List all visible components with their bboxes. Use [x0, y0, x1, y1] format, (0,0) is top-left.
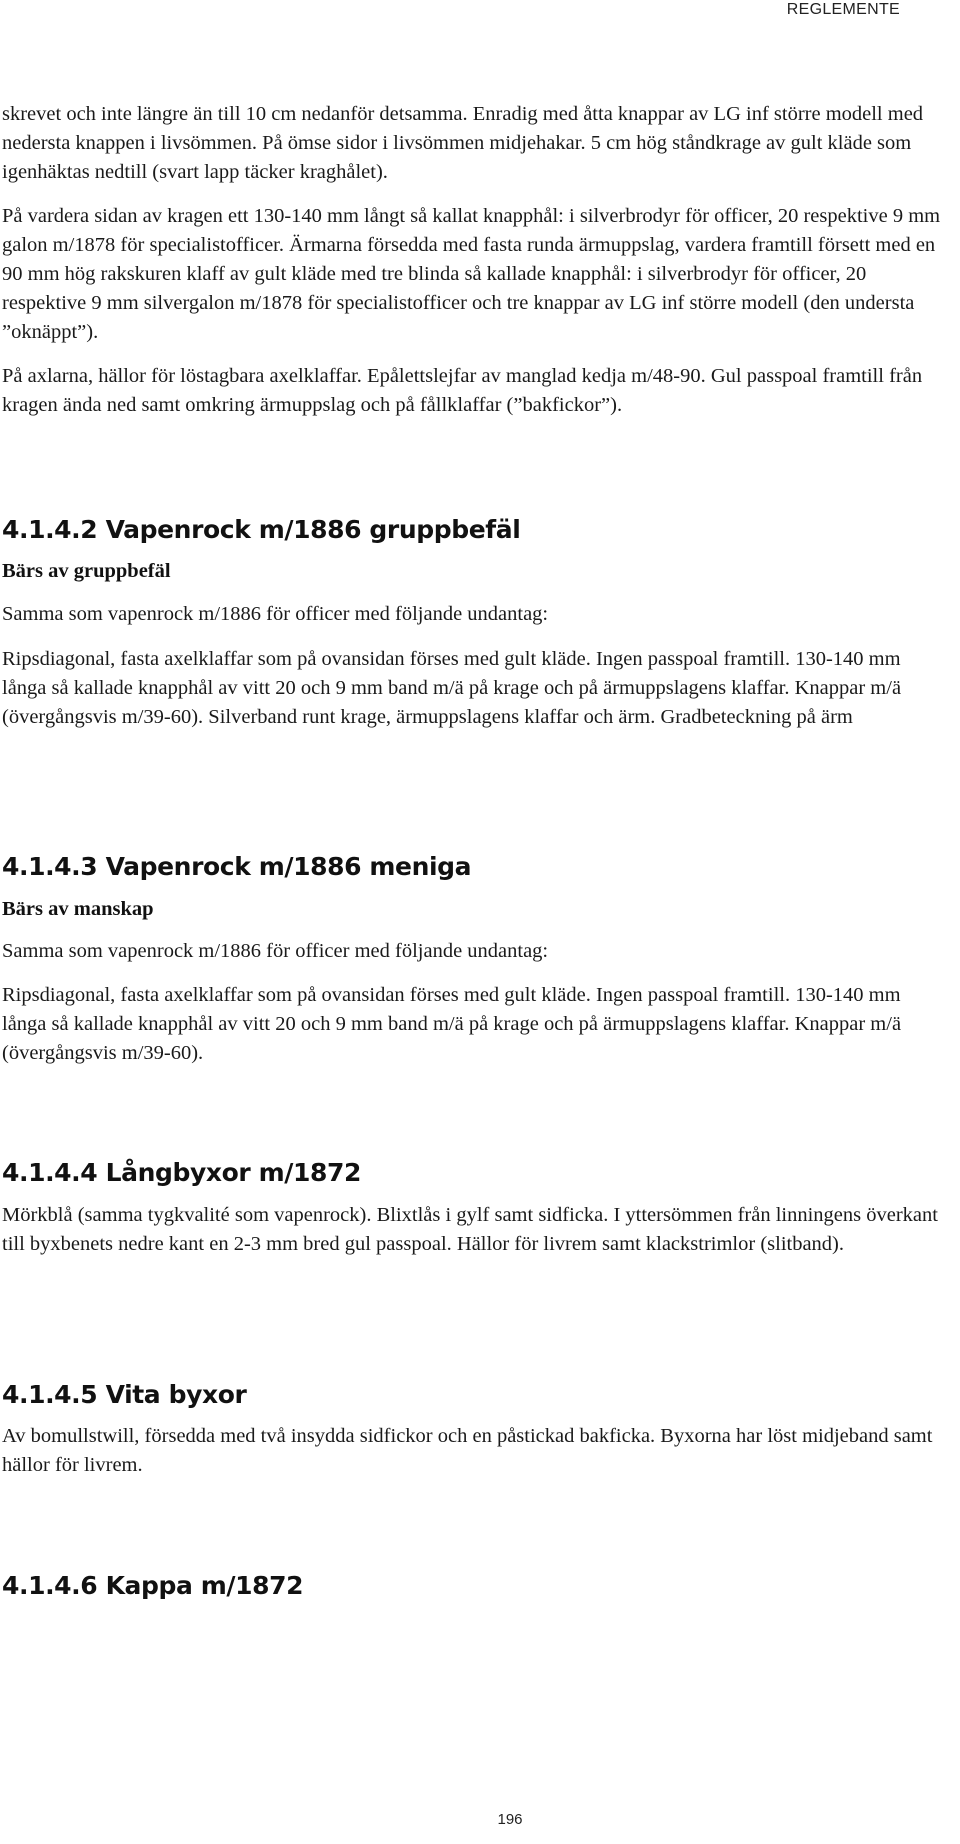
page-number: 196 [497, 1811, 523, 1828]
intro-paragraph-3: På axlarna, hällor för löstagbara axelklaffar. Epålettslejfar av manglad kedja m/48-90. Gul passpoal framtill från kragen ända ned samt omkring ärmuppslag och på fållklaffar (”bakfickor”). [2, 365, 923, 416]
section-heading-4-1-4-3: 4.1.4.3 Vapenrock m/1886 meniga [2, 852, 472, 881]
section-heading-4-1-4-5: 4.1.4.5 Vita byxor [2, 1380, 247, 1409]
section-4-1-4-3-paragraph-2: Ripsdiagonal, fasta axelklaffar som på ovansidan förses med gult kläde. Ingen passpoal framtill. 130-140 mm långa så kallade knapphål av vitt 20 och 9 mm band m/ä på krage och på ärmuppslagens klaffar. Knappar m/ä (övergångsvis m/39-60). [2, 984, 902, 1064]
section-heading-4-1-4-6: 4.1.4.6 Kappa m/1872 [2, 1571, 304, 1600]
section-4-1-4-5-paragraph-1: Av bomullstwill, försedda med två insydda sidfickor och en påstickad bakficka. Byxorna har löst midjeband samt hällor för livrem. [2, 1425, 933, 1476]
running-header-label: REGLEMENTE [786, 1, 900, 18]
section-subheading-4-1-4-3: Bärs av manskap [2, 898, 154, 920]
intro-paragraph-1: skrevet och inte längre än till 10 cm nedanför detsamma. Enradig med åtta knappar av LG inf större modell med nedersta knappen i livsömmen. På ömse sidor i livsömmen midjehakar. 5 cm hög ståndkrage av gult kläde som igenhäktas nedtill (svart lapp täcker kraghålet). [2, 103, 924, 183]
section-4-1-4-4-paragraph-1: Mörkblå (samma tygkvalité som vapenrock). Blixtlås i gylf samt sidficka. I yttersömmen från linningens överkant till byxbenets nedre kant en 2-3 mm bred gul passpoal. Hällor för livrem samt klackstrimlor (slitband). [2, 1204, 938, 1255]
section-subheading-4-1-4-2: Bärs av gruppbefäl [2, 560, 171, 582]
section-heading-4-1-4-4: 4.1.4.4 Långbyxor m/1872 [2, 1158, 361, 1187]
page-header [0, 0, 960, 24]
section-4-1-4-2-paragraph-2: Ripsdiagonal, fasta axelklaffar som på ovansidan förses med gult kläde. Ingen passpoal framtill. 130-140 mm långa så kallade knapphål av vitt 20 och 9 mm band m/ä på krage och på ärmuppslagens klaffar. Knappar m/ä (övergångsvis m/39-60). Silverband runt krage, ärmuppslagens klaffar och ärm. Gradbeteckning på ärm [2, 648, 902, 728]
section-4-1-4-2-paragraph-1: Samma som vapenrock m/1886 för officer med följande undantag: [2, 603, 549, 625]
section-4-1-4-3-paragraph-1: Samma som vapenrock m/1886 för officer med följande undantag: [2, 940, 549, 962]
section-heading-4-1-4-2: 4.1.4.2 Vapenrock m/1886 gruppbefäl [2, 515, 521, 544]
intro-paragraph-2: På vardera sidan av kragen ett 130-140 mm långt så kallat knapphål: i silverbrodyr för officer, 20 respektive 9 mm galon m/1878 för specialistofficer. Ärmarna försedda med fasta runda ärmuppslag, vardera framtill försett med en 90 mm hög rakskuren klaff av gult kläde med tre blinda så kallade knapphål: i silverbrodyr för officer, 20 respektive 9 mm silvergalon m/1878 för specialistofficer och tre knappar av LG inf större modell (den understa ”oknäppt”). [2, 205, 941, 343]
